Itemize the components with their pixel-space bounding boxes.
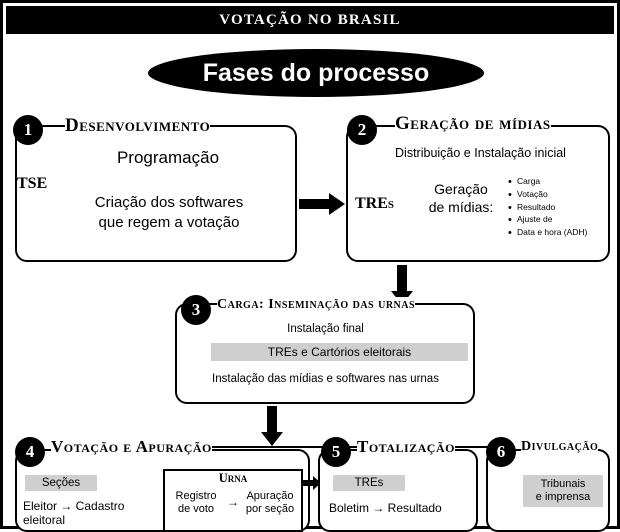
step-1-title: Desenvolvimento <box>65 115 211 136</box>
header-title: VOTAÇÃO NO BRASIL <box>219 11 401 28</box>
step-1-subtitle: Programação <box>116 148 220 167</box>
step-3-highlight: TREs e Cartórios eleitorais <box>211 343 468 361</box>
list-item: • Resultado <box>508 201 608 214</box>
list-item: • Votação <box>508 188 608 201</box>
page-header <box>6 6 614 34</box>
step-5-flow: Boletim → Resultado <box>329 501 442 515</box>
urna-left-line1: Registro <box>175 490 217 502</box>
step-6-title: Divulgação <box>521 439 599 454</box>
step-2-bullet-list <box>508 175 608 239</box>
step-6-highlight <box>523 475 603 507</box>
step-6-number: 6 <box>486 437 516 467</box>
urna-left <box>167 490 225 515</box>
step-3-title: Carga: Inseminação das urnas <box>217 297 416 312</box>
step-4-number: 4 <box>15 437 45 467</box>
step-5-number: 5 <box>321 437 351 467</box>
urna-arrow-icon: → <box>227 494 239 509</box>
step-5-highlight: TREs <box>333 475 405 491</box>
list-item: • Ajuste de <box>508 213 608 226</box>
step-1-number: 1 <box>13 115 43 145</box>
step-2-label <box>418 181 504 216</box>
arrow-step1-to-step2 <box>299 193 345 215</box>
step-1-body <box>57 193 281 234</box>
step-6-highlight-line1: Tribunais <box>540 477 586 490</box>
step-2-number: 2 <box>347 115 377 145</box>
step-2-label-line1: Geração <box>434 181 488 197</box>
urna-left-line2: de voto <box>177 502 215 515</box>
urna-title: Urna <box>189 471 277 486</box>
step-4-title: Votação e Apuração <box>51 437 212 456</box>
step-3-line2: Instalação das mídias e softwares nas urnas <box>212 373 439 385</box>
step-3-number: 3 <box>181 295 211 325</box>
step-6-highlight-line2: e imprensa <box>535 491 591 503</box>
step-3-line1: Instalação final <box>287 323 364 335</box>
list-item-sub: • Data e hora (ADH) <box>508 226 608 239</box>
urna-right-line2: por seção <box>245 502 295 515</box>
urna-flow <box>167 490 299 515</box>
step-2-title: Geração de mídias <box>395 113 551 134</box>
step-2-actor: TREs <box>355 195 395 212</box>
process-title: Fases do processo <box>202 58 430 87</box>
step-2-label-line2: de mídias: <box>428 198 494 215</box>
step-1-actor: TSE <box>17 175 48 192</box>
step-4-flow <box>23 499 153 528</box>
step-2-subtitle: Distribuição e Instalação inicial <box>395 146 566 160</box>
step-4-flow-line2: eleitoral <box>23 513 66 528</box>
process-title-ellipse <box>148 49 484 97</box>
arrow-step3-to-step4 <box>261 406 283 446</box>
step-4-highlight: Seções <box>25 475 97 491</box>
list-item: • Carga <box>508 175 608 188</box>
step-5-title: Totalização <box>357 437 455 456</box>
urna-right <box>241 490 299 515</box>
urna-right-line1: Apuração <box>246 490 294 502</box>
step-1-body-line2: que regem a votação <box>98 214 240 232</box>
step-4-flow-line1: Eleitor → Cadastro <box>23 499 125 513</box>
step-1-body-line1: Criação dos softwares <box>94 194 244 211</box>
